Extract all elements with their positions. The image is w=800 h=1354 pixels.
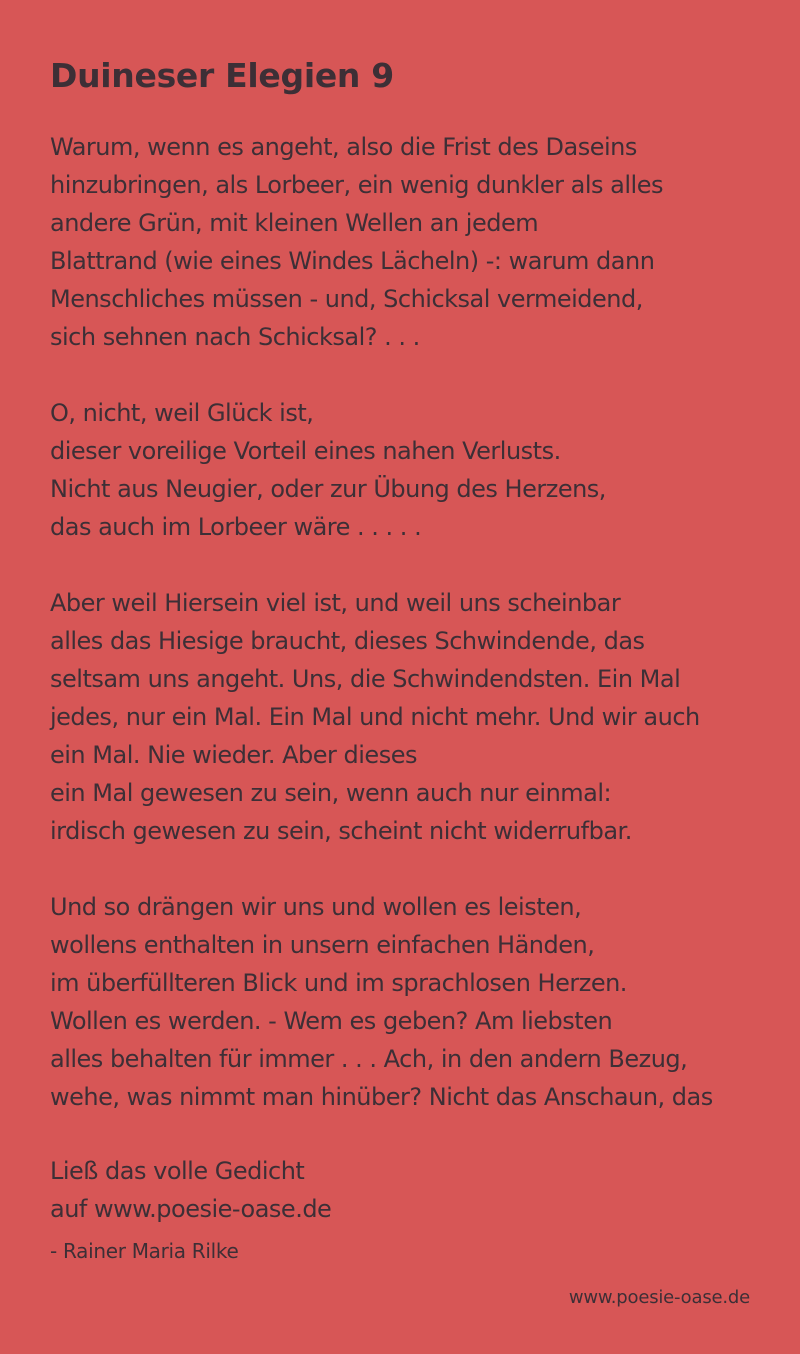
stanza [50, 888, 750, 1116]
website-watermark: www.poesie-oase.de [568, 1287, 750, 1308]
poem-line: im überfüllteren Blick und im sprachlosen Herzen. [50, 969, 627, 997]
poem-line: ein Mal. Nie wieder. Aber dieses [50, 741, 417, 769]
stanza [50, 128, 750, 356]
poem-body [50, 128, 750, 1116]
stanza [50, 584, 750, 850]
poem-title: Duineser Elegien 9 [50, 56, 394, 95]
poem-line: Und so drängen wir uns und wollen es leisten, [50, 893, 582, 921]
poem-line: Menschliches müssen - und, Schicksal vermeidend, [50, 285, 643, 313]
poem-line: andere Grün, mit kleinen Wellen an jedem [50, 209, 539, 237]
poem-line: dieser voreilige Vorteil eines nahen Verlusts. [50, 437, 561, 465]
poem-line: jedes, nur ein Mal. Ein Mal und nicht mehr. Und wir auch [50, 703, 700, 731]
poem-line: Warum, wenn es angeht, also die Frist des Daseins [50, 133, 637, 161]
poem-line: seltsam uns angeht. Uns, die Schwindendsten. Ein Mal [50, 665, 681, 693]
full-poem-promo [50, 1152, 750, 1228]
author-credit: - Rainer Maria Rilke [50, 1239, 239, 1263]
poem-line: ein Mal gewesen zu sein, wenn auch nur einmal: [50, 779, 612, 807]
poem-line: Aber weil Hiersein viel ist, und weil uns scheinbar [50, 589, 621, 617]
poem-line: Wollen es werden. - Wem es geben? Am liebsten [50, 1007, 613, 1035]
poem-line: das auch im Lorbeer wäre . . . . . [50, 513, 422, 541]
poem-line: irdisch gewesen zu sein, scheint nicht widerrufbar. [50, 817, 632, 845]
promo-line: Ließ das volle Gedicht [50, 1157, 305, 1185]
poem-line: wehe, was nimmt man hinüber? Nicht das Anschaun, das [50, 1083, 713, 1111]
poem-line: Blattrand (wie eines Windes Lächeln) -: warum dann [50, 247, 655, 275]
poem-line: Nicht aus Neugier, oder zur Übung des Herzens, [50, 475, 606, 503]
poem-line: hinzubringen, als Lorbeer, ein wenig dunkler als alles [50, 171, 663, 199]
poem-line: alles behalten für immer . . . Ach, in den andern Bezug, [50, 1045, 688, 1073]
promo-url-line: auf www.poesie-oase.de [50, 1195, 332, 1223]
poem-line: wollens enthalten in unsern einfachen Händen, [50, 931, 595, 959]
poem-line: alles das Hiesige braucht, dieses Schwindende, das [50, 627, 645, 655]
poem-line: sich sehnen nach Schicksal? . . . [50, 323, 420, 351]
stanza [50, 394, 750, 546]
poem-line: O, nicht, weil Glück ist, [50, 399, 314, 427]
